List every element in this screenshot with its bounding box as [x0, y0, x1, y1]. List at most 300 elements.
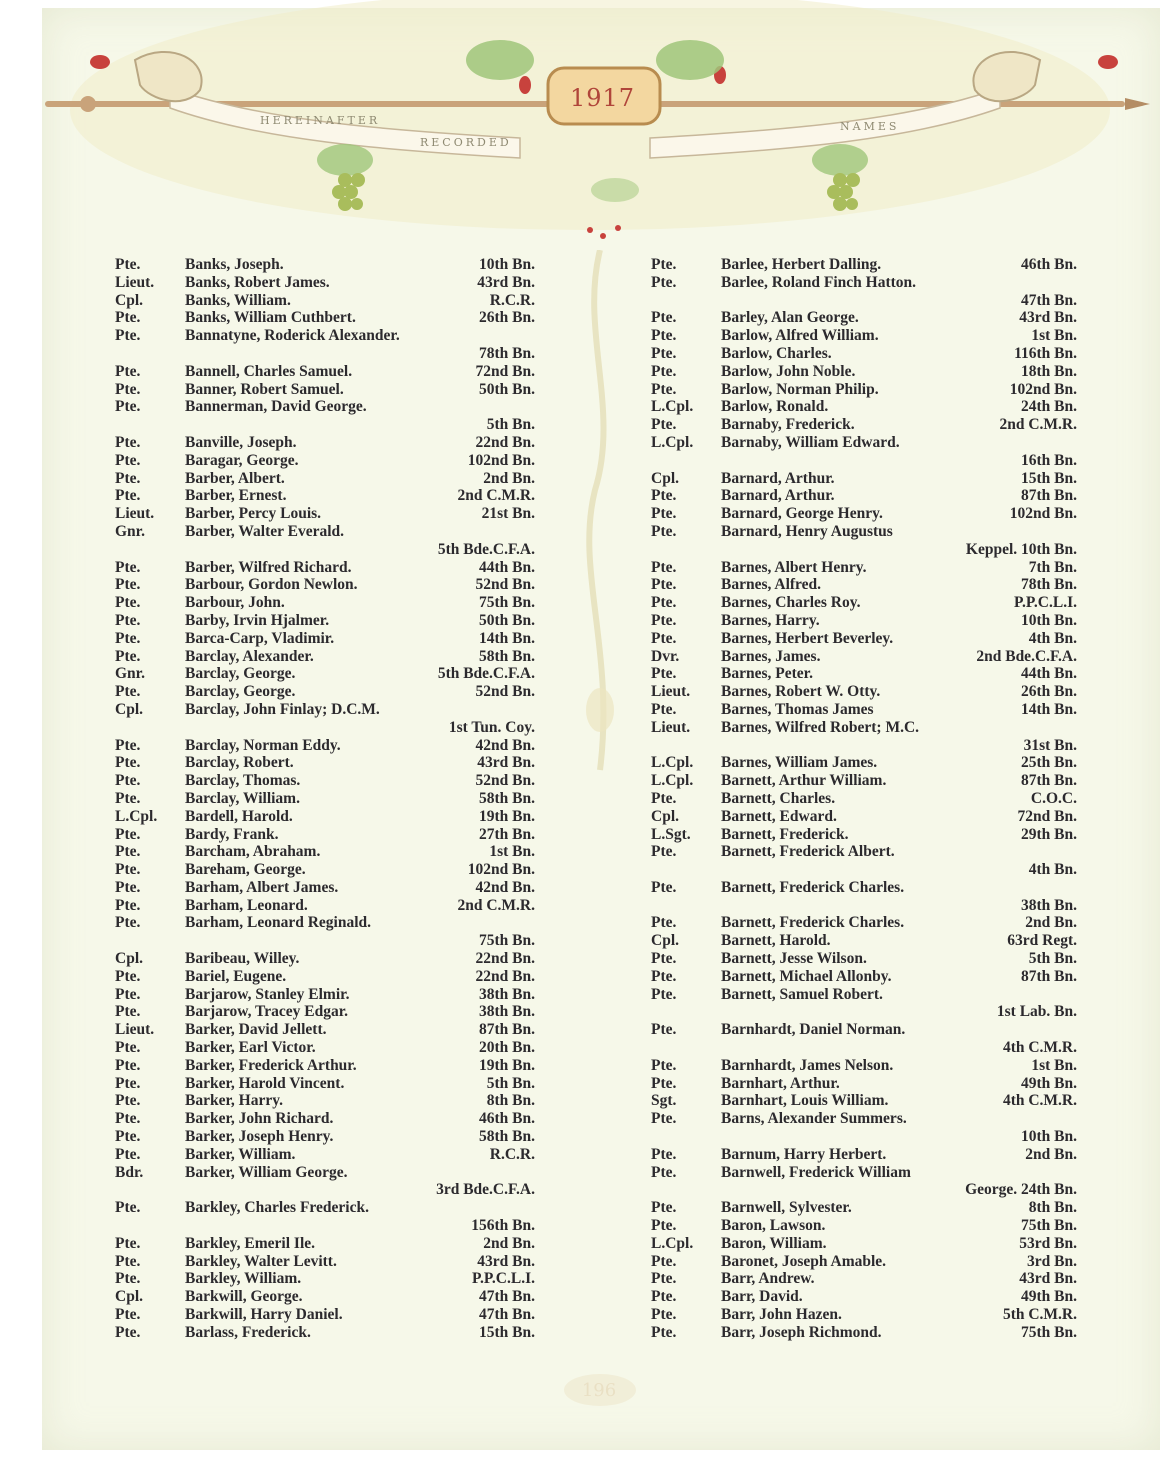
entry-name: Banville, Joseph.	[185, 433, 297, 451]
entry-rank: Pte.	[651, 914, 677, 932]
entry-rank: Pte.	[651, 1074, 677, 1092]
entry-unit: 2nd Bn.	[483, 469, 535, 487]
entry-unit: 1st Lab. Bn.	[996, 1003, 1077, 1021]
roll-entry	[651, 719, 1077, 737]
entry-name: Banks, William Cuthbert.	[185, 309, 356, 327]
entry-continuation	[115, 932, 535, 950]
roll-entry	[651, 434, 1077, 452]
entry-unit: R.C.R.	[489, 1145, 535, 1163]
entry-rank: Pte.	[651, 327, 677, 345]
entry-name: Barkley, William.	[185, 1270, 302, 1288]
entry-name: Barlow, Alfred William.	[721, 327, 879, 345]
entry-unit: 102nd Bn.	[1009, 380, 1077, 398]
entry-name: Barker, David Jellett.	[185, 1021, 327, 1039]
entry-unit: 102nd Bn.	[467, 861, 535, 879]
entry-unit: 38th Bn.	[1021, 896, 1077, 914]
ribbon-center-text: RECORDED	[420, 136, 512, 149]
entry-rank: Pte.	[115, 683, 141, 701]
roll-entry	[115, 505, 535, 523]
entry-unit: 47th Bn.	[479, 1288, 535, 1306]
entry-continuation	[651, 1128, 1077, 1146]
entry-unit: 58th Bn.	[479, 789, 535, 807]
entry-rank: Pte.	[115, 647, 141, 665]
roll-entry	[115, 1057, 535, 1075]
entry-unit: C.O.C.	[1030, 789, 1077, 807]
entry-rank: Pte.	[651, 1288, 677, 1306]
entry-name: Barclay, William.	[185, 789, 300, 807]
entry-rank: Lieut.	[115, 1021, 155, 1039]
entry-rank: Cpl.	[115, 1288, 143, 1306]
entry-rank: Pte.	[115, 861, 141, 879]
roll-entry	[115, 665, 535, 683]
entry-continuation	[651, 737, 1077, 755]
roll-entry	[115, 1306, 535, 1324]
roll-entry	[115, 701, 535, 719]
entry-name: Barr, John Hazen.	[721, 1306, 842, 1324]
entry-rank: Pte.	[115, 1056, 141, 1074]
entry-name: Banner, Robert Samuel.	[185, 380, 344, 398]
entry-rank: Pte.	[651, 362, 677, 380]
entry-continuation	[651, 897, 1077, 915]
entry-unit: 5th Bn.	[486, 1074, 535, 1092]
entry-name: Barclay, George.	[185, 665, 296, 683]
entry-unit: 43rd Bn.	[1019, 309, 1077, 327]
entry-rank: Pte.	[651, 1110, 677, 1128]
entry-name: Barnes, Peter.	[721, 665, 813, 683]
entry-rank: Sgt.	[651, 1092, 677, 1110]
entry-unit: 38th Bn.	[479, 985, 535, 1003]
berry-icon	[615, 225, 621, 231]
entry-name: Bannell, Charles Samuel.	[185, 362, 353, 380]
entry-name: Baronet, Joseph Amable.	[721, 1252, 887, 1270]
entry-name: Barnett, Frederick Albert.	[721, 843, 895, 861]
entry-rank: Pte.	[115, 1145, 141, 1163]
entry-unit: 22nd Bn.	[475, 967, 535, 985]
entry-name: Barkley, Emeril Ile.	[185, 1234, 316, 1252]
roll-entry	[115, 1164, 535, 1182]
roll-entry	[115, 1270, 535, 1288]
entry-unit: 8th Bn.	[486, 1092, 535, 1110]
roll-entry	[115, 630, 535, 648]
entry-unit: 3rd Bde.C.F.A.	[436, 1181, 535, 1199]
roll-entry	[651, 1057, 1077, 1075]
entry-name: Barker, Harry.	[185, 1092, 284, 1110]
roll-entry	[115, 879, 535, 897]
entry-unit: 75th Bn.	[1021, 1217, 1077, 1235]
roll-entry	[115, 826, 535, 844]
entry-unit: 5th Bn.	[486, 416, 535, 434]
roll-entry	[651, 843, 1077, 861]
entry-name: Barnett, Edward.	[721, 807, 837, 825]
entry-name: Barham, Leonard.	[185, 896, 308, 914]
entry-unit: 2nd Bn.	[1025, 914, 1077, 932]
roll-entry	[651, 381, 1077, 399]
entry-unit: 26th Bn.	[1021, 683, 1077, 701]
entry-unit: 24th Bn.	[1021, 398, 1077, 416]
roll-entry	[651, 1235, 1077, 1253]
entry-rank: Pte.	[115, 576, 141, 594]
roll-entry	[115, 1253, 535, 1271]
roll-entry	[651, 790, 1077, 808]
roll-entry	[115, 487, 535, 505]
roll-entry	[115, 986, 535, 1004]
entry-unit: 52nd Bn.	[475, 683, 535, 701]
entry-name: Barnett, Frederick Charles.	[721, 878, 905, 896]
entry-continuation	[651, 452, 1077, 470]
entry-unit: 14th Bn.	[479, 629, 535, 647]
entry-unit: 2nd C.M.R.	[457, 896, 535, 914]
roll-entry	[651, 256, 1077, 274]
entry-rank: Pte.	[651, 967, 677, 985]
roll-entry	[115, 1324, 535, 1342]
entry-name: Barca-Carp, Vladimir.	[185, 629, 335, 647]
entry-rank: Pte.	[115, 1306, 141, 1324]
entry-name: Barnhart, Arthur.	[721, 1074, 840, 1092]
entry-unit: 58th Bn.	[479, 1128, 535, 1146]
entry-name: Baron, William.	[721, 1234, 827, 1252]
entry-name: Barnett, Frederick Charles.	[721, 914, 905, 932]
roll-entry	[115, 1128, 535, 1146]
entry-rank: Pte.	[115, 1234, 141, 1252]
entry-rank: Pte.	[115, 789, 141, 807]
year-label: 1917	[570, 84, 636, 112]
entry-unit: 5th Bn.	[1028, 950, 1077, 968]
entry-unit: 53rd Bn.	[1019, 1234, 1077, 1252]
entry-rank: Pte.	[651, 1252, 677, 1270]
leaf-icon	[466, 40, 534, 80]
entry-rank: L.Cpl.	[651, 433, 694, 451]
entry-name: Bareham, George.	[185, 861, 306, 879]
entry-unit: P.P.C.L.I.	[1013, 594, 1077, 612]
entry-unit: 1st Tun. Coy.	[448, 718, 535, 736]
entry-rank: Pte.	[115, 967, 141, 985]
entry-unit: 4th Bn.	[1028, 861, 1077, 879]
entry-unit: 44th Bn.	[1021, 665, 1077, 683]
entry-name: Banks, Joseph.	[185, 256, 284, 273]
roll-entry	[651, 808, 1077, 826]
roll-entry	[115, 950, 535, 968]
entry-unit: 87th Bn.	[1021, 487, 1077, 505]
entry-rank: Lieut.	[115, 273, 155, 291]
roll-entry	[115, 434, 535, 452]
roll-entry	[651, 630, 1077, 648]
entry-unit: 49th Bn.	[1021, 1288, 1077, 1306]
entry-name: Barnhardt, Daniel Norman.	[721, 1021, 906, 1039]
entry-name: Barker, John Richard.	[185, 1110, 334, 1128]
entry-continuation	[115, 719, 535, 737]
entry-rank: Pte.	[115, 914, 141, 932]
entry-unit: 7th Bn.	[1028, 558, 1077, 576]
roll-entry	[651, 826, 1077, 844]
roll-entry	[115, 772, 535, 790]
entry-unit: 14th Bn.	[1021, 700, 1077, 718]
entry-rank: Pte.	[651, 487, 677, 505]
entry-name: Barr, Joseph Richmond.	[721, 1323, 882, 1341]
entry-name: Barnaby, Frederick.	[721, 416, 855, 434]
entry-rank: Pte.	[651, 1217, 677, 1235]
entry-name: Barnes, William James.	[721, 754, 878, 772]
entry-name: Baragar, George.	[185, 451, 299, 469]
entry-rank: Pte.	[651, 416, 677, 434]
entry-unit: 16th Bn.	[1021, 451, 1077, 469]
entry-name: Barnum, Harry Herbert.	[721, 1145, 887, 1163]
roll-entry	[115, 594, 535, 612]
entry-unit: 10th Bn.	[1021, 611, 1077, 629]
entry-rank: Pte.	[651, 256, 677, 273]
entry-name: Barnes, Harry.	[721, 611, 820, 629]
entry-rank: Pte.	[115, 1199, 141, 1217]
rosebud-mid-left-icon	[519, 76, 531, 94]
entry-name: Bardy, Frank.	[185, 825, 279, 843]
entry-unit: 1st Bn.	[1031, 1056, 1077, 1074]
entry-name: Barclay, Alexander.	[185, 647, 314, 665]
roll-entry	[651, 1092, 1077, 1110]
roll-entry	[651, 950, 1077, 968]
roll-entry	[651, 505, 1077, 523]
entry-unit: 50th Bn.	[479, 380, 535, 398]
roll-entry	[115, 648, 535, 666]
entry-unit: 38th Bn.	[479, 1003, 535, 1021]
entry-unit: 44th Bn.	[479, 558, 535, 576]
entry-name: Barcham, Abraham.	[185, 843, 321, 861]
entry-rank: Pte.	[115, 843, 141, 861]
roll-entry	[115, 754, 535, 772]
entry-rank: Pte.	[651, 505, 677, 523]
center-vine	[560, 250, 640, 810]
entry-name: Barker, William.	[185, 1145, 296, 1163]
roll-entry	[651, 879, 1077, 897]
entry-name: Barclay, George.	[185, 683, 296, 701]
roll-entry	[651, 968, 1077, 986]
roll-entry	[115, 327, 535, 345]
roll-entry	[115, 683, 535, 701]
entry-name: Barclay, Robert.	[185, 754, 294, 772]
roll-entry	[651, 1324, 1077, 1342]
entry-rank: Dvr.	[651, 647, 680, 665]
roll-entry	[651, 327, 1077, 345]
entry-rank: Pte.	[115, 611, 141, 629]
entry-rank: Pte.	[115, 772, 141, 790]
entry-unit: 5th Bde.C.F.A.	[437, 665, 535, 683]
entry-rank: Pte.	[651, 789, 677, 807]
entry-rank: Pte.	[115, 754, 141, 772]
entry-name: Barnes, James.	[721, 647, 821, 665]
entry-unit: 87th Bn.	[1021, 967, 1077, 985]
roll-entry	[651, 772, 1077, 790]
entry-unit: 10th Bn.	[1021, 1128, 1077, 1146]
entry-unit: 2nd Bn.	[1025, 1145, 1077, 1163]
entry-rank: Pte.	[651, 1199, 677, 1217]
entry-unit: 22nd Bn.	[475, 950, 535, 968]
entry-rank: Pte.	[651, 1145, 677, 1163]
roll-entry	[115, 398, 535, 416]
entry-rank: Pte.	[115, 896, 141, 914]
entry-name: Barlass, Frederick.	[185, 1323, 311, 1341]
entry-unit: 19th Bn.	[479, 807, 535, 825]
entry-name: Barr, David.	[721, 1288, 803, 1306]
roll-entry	[651, 470, 1077, 488]
entry-rank: Pte.	[651, 1306, 677, 1324]
roll-entry	[651, 754, 1077, 772]
entry-rank: Gnr.	[115, 665, 146, 683]
entry-unit: 49th Bn.	[1021, 1074, 1077, 1092]
entry-unit: 72nd Bn.	[1017, 807, 1077, 825]
entry-name: Barley, Alan George.	[721, 309, 859, 327]
entry-name: Bannatyne, Roderick Alexander.	[185, 327, 400, 345]
entry-unit: 10th Bn.	[479, 256, 535, 273]
entry-name: Barham, Leonard Reginald.	[185, 914, 372, 932]
entry-rank: L.Sgt.	[651, 825, 691, 843]
roll-entry	[651, 665, 1077, 683]
entry-name: Barns, Alexander Summers.	[721, 1110, 907, 1128]
roll-entry	[115, 861, 535, 879]
leaf-icon	[656, 40, 724, 80]
entry-unit: 2nd Bde.C.F.A.	[976, 647, 1077, 665]
roll-entry	[651, 914, 1077, 932]
entry-rank: Pte.	[651, 594, 677, 612]
entry-rank: Pte.	[651, 1323, 677, 1341]
ribbon-right-text: NAMES	[840, 120, 900, 133]
roll-entry	[115, 559, 535, 577]
entry-name: Barlow, John Noble.	[721, 362, 856, 380]
entry-rank: Cpl.	[115, 700, 143, 718]
entry-name: Barclay, John Finlay; D.C.M.	[185, 700, 380, 718]
entry-unit: 63rd Regt.	[1007, 932, 1077, 950]
entry-rank: Pte.	[115, 825, 141, 843]
entry-unit: 2nd C.M.R.	[999, 416, 1077, 434]
entry-name: Barclay, Thomas.	[185, 772, 301, 790]
roll-entry	[651, 1270, 1077, 1288]
berry-icon	[587, 227, 593, 233]
entry-rank: Pte.	[651, 344, 677, 362]
entry-name: Baribeau, Willey.	[185, 950, 300, 968]
entry-rank: Pte.	[651, 1270, 677, 1288]
roll-entry	[115, 1235, 535, 1253]
roll-entry	[115, 523, 535, 541]
roll-entry	[651, 363, 1077, 381]
roll-entry	[115, 808, 535, 826]
entry-rank: Pte.	[115, 309, 141, 327]
entry-name: Barkwill, Harry Daniel.	[185, 1306, 343, 1324]
entry-name: Barnes, Charles Roy.	[721, 594, 861, 612]
entry-continuation	[115, 416, 535, 434]
entry-name: Barlee, Herbert Dalling.	[721, 256, 882, 273]
entry-name: Bannerman, David George.	[185, 398, 367, 416]
entry-name: Barkwill, George.	[185, 1288, 303, 1306]
roll-entry	[115, 363, 535, 381]
entry-name: Barnett, Jesse Wilson.	[721, 950, 867, 968]
roll-entry	[651, 1075, 1077, 1093]
entry-rank: Pte.	[115, 558, 141, 576]
entry-unit: 75th Bn.	[1021, 1323, 1077, 1341]
entry-unit: 50th Bn.	[479, 611, 535, 629]
entry-rank: Pte.	[115, 1039, 141, 1057]
entry-rank: Pte.	[115, 629, 141, 647]
entry-unit: 29th Bn.	[1021, 825, 1077, 843]
roll-entry	[115, 843, 535, 861]
roll-entry	[115, 452, 535, 470]
entry-unit: 2nd Bn.	[483, 1234, 535, 1252]
entry-continuation	[651, 1039, 1077, 1057]
entry-rank: Pte.	[115, 878, 141, 896]
entry-rank: Cpl.	[651, 932, 679, 950]
entry-name: Barnes, Alfred.	[721, 576, 822, 594]
entry-rank: Pte.	[651, 558, 677, 576]
entry-name: Banks, William.	[185, 291, 291, 309]
entry-rank: L.Cpl.	[651, 1234, 694, 1252]
roll-entry	[651, 1217, 1077, 1235]
entry-name: Barnett, Arthur William.	[721, 772, 887, 790]
entry-unit: 47th Bn.	[1021, 291, 1077, 309]
entry-name: Barnwell, Frederick William	[721, 1163, 911, 1181]
entry-name: Barnard, George Henry.	[721, 505, 883, 523]
entry-rank: Pte.	[115, 451, 141, 469]
roll-entry	[115, 1288, 535, 1306]
entry-unit: 31st Bn.	[1023, 736, 1077, 754]
entry-continuation	[651, 861, 1077, 879]
entry-rank: Pte.	[651, 843, 677, 861]
roll-entry	[115, 292, 535, 310]
roll-entry	[115, 1092, 535, 1110]
entry-name: Banks, Robert James.	[185, 273, 330, 291]
entry-name: Barnes, Albert Henry.	[721, 558, 867, 576]
entry-unit: 4th C.M.R.	[1002, 1092, 1077, 1110]
roll-entry	[651, 1253, 1077, 1271]
entry-rank: Bdr.	[115, 1163, 144, 1181]
entry-continuation	[651, 1181, 1077, 1199]
entry-unit: 15th Bn.	[1021, 469, 1077, 487]
entry-unit: 21st Bn.	[481, 505, 535, 523]
entry-rank: Pte.	[651, 611, 677, 629]
leaf-icon	[812, 144, 868, 176]
entry-rank: Pte.	[115, 362, 141, 380]
entry-rank: Gnr.	[115, 522, 146, 540]
entry-unit: 4th C.M.R.	[1002, 1039, 1077, 1057]
entry-name: Barnes, Herbert Beverley.	[721, 629, 894, 647]
entry-rank: Pte.	[651, 700, 677, 718]
entry-rank: Pte.	[115, 256, 141, 273]
entry-unit: 4th Bn.	[1028, 629, 1077, 647]
entry-rank: Pte.	[115, 380, 141, 398]
roll-entry	[651, 576, 1077, 594]
entry-name: Barr, Andrew.	[721, 1270, 815, 1288]
entry-unit: 26th Bn.	[479, 309, 535, 327]
entry-rank: Cpl.	[115, 291, 143, 309]
entry-unit: 22nd Bn.	[475, 433, 535, 451]
entry-name: Barkley, Walter Levitt.	[185, 1252, 337, 1270]
roll-entry	[651, 1199, 1077, 1217]
entry-name: Barnaby, William Edward.	[721, 433, 900, 451]
entry-name: Barber, Albert.	[185, 469, 285, 487]
entry-continuation	[115, 1181, 535, 1199]
entry-unit: 52nd Bn.	[475, 576, 535, 594]
entry-unit: 5th C.M.R.	[1002, 1306, 1077, 1324]
entry-rank: Pte.	[115, 398, 141, 416]
entry-name: Barclay, Norman Eddy.	[185, 736, 341, 754]
entry-name: Barber, Percy Louis.	[185, 505, 322, 523]
roll-entry	[651, 559, 1077, 577]
entry-name: Barker, Earl Victor.	[185, 1039, 316, 1057]
roll-entry	[651, 274, 1077, 292]
roll-entry	[115, 737, 535, 755]
roll-entry	[115, 256, 535, 274]
entry-unit: 20th Bn.	[479, 1039, 535, 1057]
roll-entry	[651, 398, 1077, 416]
roll-entry	[115, 1021, 535, 1039]
entry-rank: L.Cpl.	[651, 754, 694, 772]
entry-rank: L.Cpl.	[651, 398, 694, 416]
entry-name: Barnard, Arthur.	[721, 469, 835, 487]
